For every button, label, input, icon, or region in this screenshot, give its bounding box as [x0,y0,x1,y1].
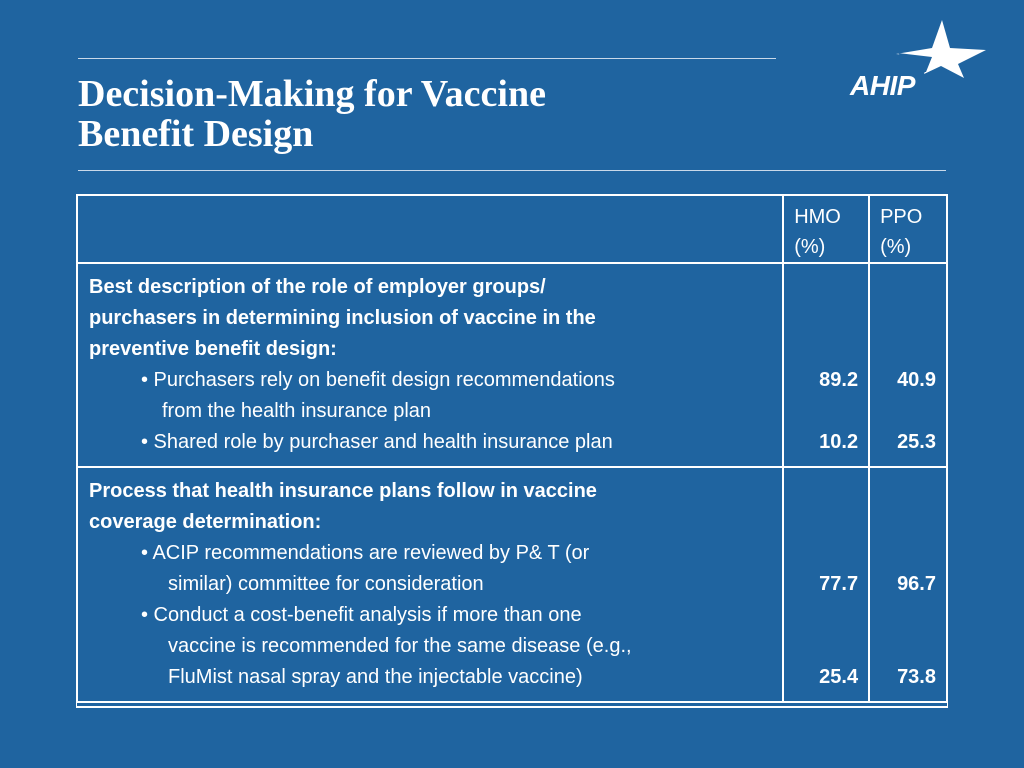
header-ppo [869,195,947,263]
question-title-line: Best description of the role of employer groups/ [89,276,546,298]
answer-line: similar) committee for consideration [168,573,484,595]
question-title-line: purchasers in determining inclusion of vaccine in the [89,307,596,329]
answer-line: FluMist nasal spray and the injectable vaccine) [168,666,583,688]
hmo-value: 10.2 [819,431,859,453]
question-title-line: preventive benefit design: [89,338,337,360]
answer-item [89,600,774,693]
header-ppo-unit: (%) [880,236,912,258]
hmo-values-cell [783,467,869,702]
ppo-value: 25.3 [897,431,936,453]
answer-item [89,427,774,458]
slide-title-line-1: Decision-Making for Vaccine [78,73,546,115]
slide-title [78,74,718,154]
question-title-line: Process that health insurance plans follow in vaccine [89,480,597,502]
ppo-value: 40.9 [897,369,936,391]
slide-title-line-2: Benefit Design [78,113,314,155]
header-ppo-label: PPO [880,206,923,228]
ppo-value: 96.7 [897,573,936,595]
answer-item [89,365,774,427]
survey-table [76,194,948,703]
answer-line: • Shared role by purchaser and health insurance plan [141,431,613,453]
answer-line: • Purchasers rely on benefit design recommendations [141,369,615,391]
ppo-values-cell [869,467,947,702]
header-empty-cell [77,195,783,263]
answer-line: from the health insurance plan [162,400,432,422]
table-header-row [77,195,947,263]
answer-line: • ACIP recommendations are reviewed by P& T (or [141,542,590,564]
hmo-value: 25.4 [819,666,859,688]
ahip-logo [846,20,986,106]
answer-line: vaccine is recommended for the same disease (e.g., [168,635,632,657]
ppo-values-cell [869,263,947,467]
hmo-values-cell [783,263,869,467]
title-rule-top [78,58,776,59]
question-title-line: coverage determination: [89,511,322,533]
table-row [77,467,947,702]
question-cell [77,263,783,467]
question-title [89,476,774,538]
answer-item [89,538,774,600]
answer-line: • Conduct a cost-benefit analysis if more than one [141,604,582,626]
logo-text: AHIP [850,70,915,101]
header-hmo-label: HMO [794,206,841,228]
hmo-value: 89.2 [819,369,859,391]
table-row [77,263,947,467]
question-title [89,272,774,365]
question-cell [77,467,783,702]
hmo-value: 77.7 [819,573,859,595]
header-hmo [783,195,869,263]
ppo-value: 73.8 [897,666,936,688]
title-rule-bottom [78,170,946,171]
header-hmo-unit: (%) [794,236,826,258]
